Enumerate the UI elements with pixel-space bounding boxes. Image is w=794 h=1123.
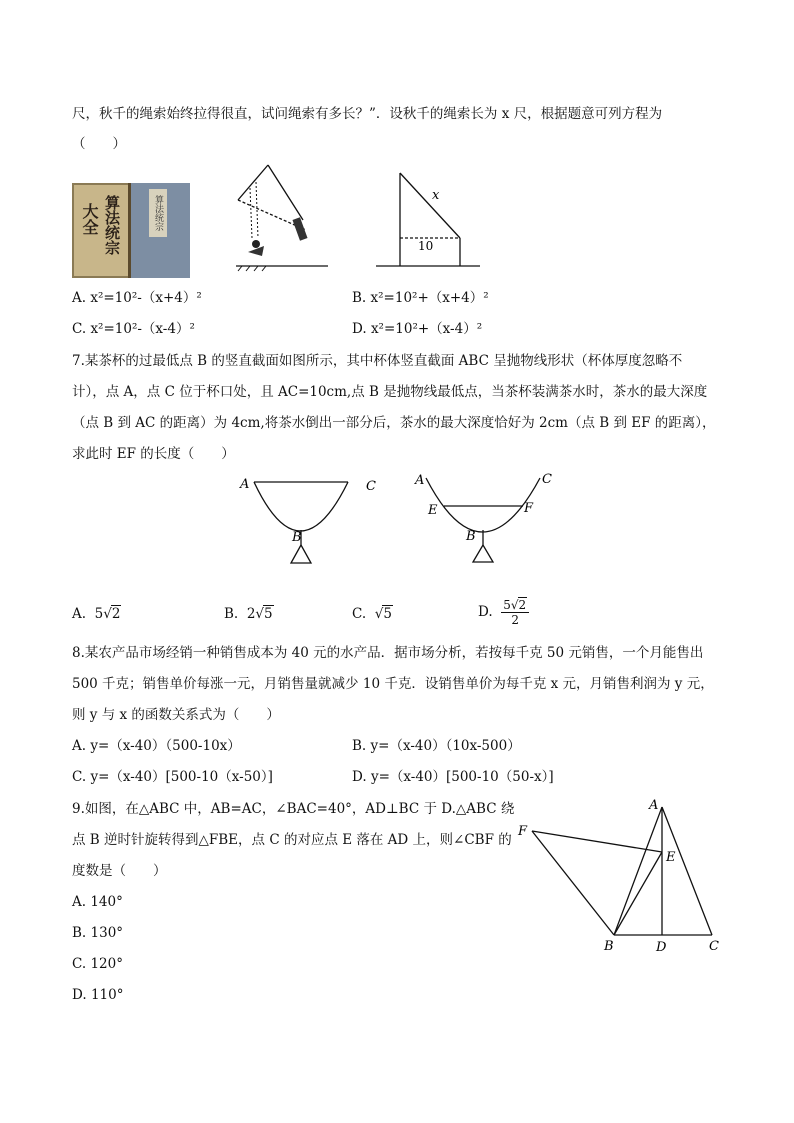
- fig2-label-e: E: [428, 503, 438, 518]
- swing-illustration: [228, 160, 333, 272]
- q7-option-c: C. √5: [352, 606, 392, 622]
- q6-answer-blank: （ ）: [72, 136, 126, 152]
- fig-label-e: E: [666, 850, 676, 865]
- book-label-text: 算法统宗: [149, 189, 167, 237]
- q8-line-2: 500 千克；销售单价每涨一元，月销售量就减少 10 千克．设销售单价为每千克 x 元，月销售利润为 y 元，: [72, 676, 714, 692]
- q8-option-c: C. y=（x-40）[500-10（x-50）]: [72, 769, 273, 785]
- triangle-rotation-figure: [512, 795, 732, 960]
- q8-line-3: 则 y 与 x 的函数关系式为（ ）: [72, 707, 280, 723]
- q9-option-b: B. 130°: [72, 925, 124, 941]
- q7-line-2: 计），点 A，点 C 位于杯口处，且 AC=10cm,点 B 是抛物线最低点，当茶杯装满茶水时，茶水的最大深度: [72, 384, 708, 400]
- q7-option-d: D. $\frac{5√2}{2}$: [478, 598, 529, 627]
- q9-line-3: 度数是（ ）: [72, 863, 167, 879]
- q7-option-a: A. 5√2: [72, 606, 121, 622]
- book-title-text: 算法统宗: [103, 195, 121, 255]
- q9-line-2: 点 B 逆时针旋转得到△FBE，点 C 的对应点 E 落在 AD 上，则∠CBF 的: [72, 832, 512, 848]
- book-cover-text: 大全: [80, 203, 99, 235]
- q8-option-d: D. y=（x-40）[500-10（50-x）]: [352, 769, 554, 785]
- fig-label-b: B: [604, 939, 614, 954]
- fig2-label-a: A: [415, 473, 425, 488]
- fig-label-a: A: [649, 798, 659, 813]
- fig1-label-a: A: [240, 477, 250, 492]
- q7-line-1: 7.某茶杯的过最低点 B 的竖直截面如图所示，其中杯体竖直截面 ABC 呈抛物线形状（杯体厚度忽略不: [72, 353, 683, 369]
- fig-label-10: 10: [418, 239, 434, 253]
- q9-line-1: 9.如图，在△ABC 中，AB=AC，∠BAC=40°，AD⊥BC 于 D.△ABC 绕: [72, 801, 515, 817]
- q9-option-a: A. 140°: [72, 894, 123, 910]
- fig1-label-b: B: [292, 530, 302, 545]
- q7-option-b: B. 2√5: [224, 606, 273, 622]
- q6-option-c: C. x²=10²-（x-4）²: [72, 321, 195, 337]
- teacup-partial-figure: [412, 466, 562, 570]
- q6-option-d: D. x²=10²+（x-4）²: [352, 321, 483, 337]
- q6-option-b: B. x²=10²+（x+4）²: [352, 290, 489, 306]
- fig-label-d: D: [656, 940, 667, 955]
- fig-label-x: x: [432, 188, 440, 203]
- fig2-label-f: F: [524, 501, 534, 516]
- fig2-label-b: B: [466, 529, 476, 544]
- fig-label-c: C: [709, 939, 719, 954]
- book-photo-right: [131, 183, 190, 278]
- teacup-full-figure: [236, 470, 386, 570]
- fig-label-f: F: [518, 824, 528, 839]
- q7-line-3: （点 B 到 AC 的距离）为 4cm,将茶水倒出一部分后，茶水的最大深度恰好为 2cm（点 B 到 EF 的距离），: [72, 415, 716, 431]
- q6-option-a: A. x²=10²-（x+4）²: [72, 290, 202, 306]
- fig2-label-c: C: [542, 472, 552, 487]
- q6-intro-line: 尺，秋千的绳索始终拉得很直，试问绳索有多长？”．设秋千的绳索长为 x 尺，根据题意可列方程为: [72, 106, 663, 122]
- fig1-label-c: C: [366, 479, 376, 494]
- q8-line-1: 8.某农产品市场经销一种销售成本为 40 元的水产品．据市场分析，若按每千克 50 元销售，一个月能售出: [72, 645, 704, 661]
- q9-option-c: C. 120°: [72, 956, 123, 972]
- q8-option-a: A. y=（x-40）（500-10x）: [72, 738, 241, 754]
- q7-line-4: 求此时 EF 的长度（ ）: [72, 446, 235, 462]
- swing-geometry-figure: [372, 168, 482, 272]
- q9-option-d: D. 110°: [72, 987, 124, 1003]
- q8-option-b: B. y=（x-40）（10x-500）: [352, 738, 521, 754]
